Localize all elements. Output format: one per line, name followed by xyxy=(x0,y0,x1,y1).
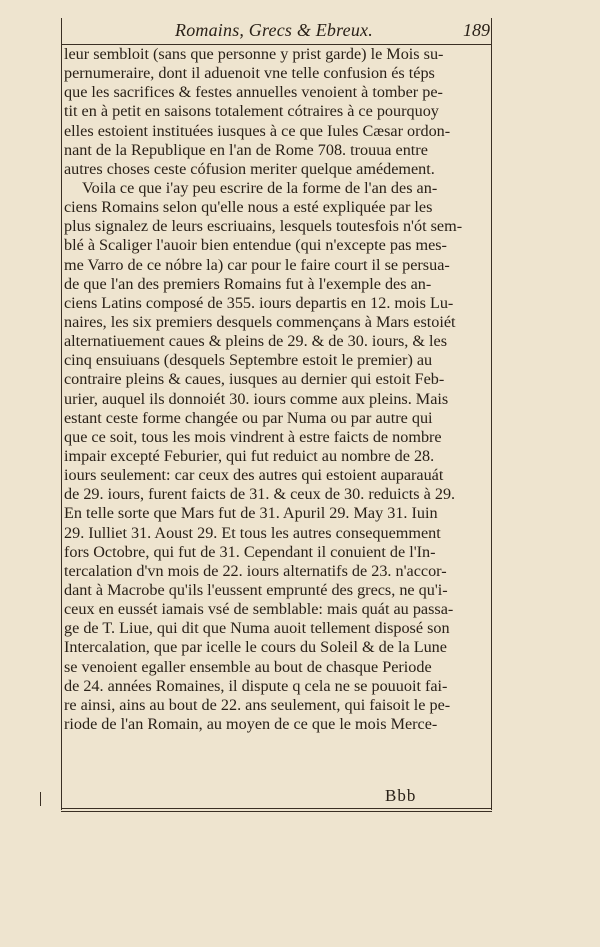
text-line: que ce soit, tous les mois vindrent à estre faicts de nombre xyxy=(64,427,442,446)
text-line: ceux en eussét iamais vsé de semblable: mais quát au passa- xyxy=(64,600,454,619)
text-line: ciens Romains selon qu'elle nous a esté expliquée par les xyxy=(64,198,433,217)
text-line: ciens Latins composé de 355. iours departis en 12. mois Lu- xyxy=(64,293,454,312)
text-line: Voila ce que i'ay peu escrire de la forme de l'an des an- xyxy=(82,178,438,197)
text-line: leur sembloit (sans que personne y prist garde) le Mois su- xyxy=(64,45,444,63)
page-number: 189 xyxy=(463,20,490,40)
signature-mark: Bbb xyxy=(385,786,417,805)
text-line: re ainsi, ains au bout de 22. ans seulement, qui faisoit le pe- xyxy=(64,695,451,714)
text-line: elles estoient instituées iusques à ce que Iules Cæsar ordon- xyxy=(64,121,451,140)
text-line: me Varro de ce nóbre la) car pour le faire court il se persua- xyxy=(64,255,450,274)
text-line: se venoient egaller ensemble au bout de chasque Periode xyxy=(64,657,432,676)
text-line: Intercalation, que par icelle le cours du Soleil & de la Lune xyxy=(64,638,447,657)
text-line: dant à Macrobe qu'ils l'eussent emprunté des grecs, ne qu'i- xyxy=(64,580,448,599)
text-line: iours seulement: car ceux des autres qui estoient auparauát xyxy=(64,466,444,485)
text-line: contraire pleins & caues, iusques au dernier qui estoit Feb- xyxy=(64,370,445,389)
text-line: de que l'an des premiers Romains fut à l'exemple des an- xyxy=(64,274,432,293)
text-line: tercalation d'vn mois de 22. iours alternatifs de 23. n'accor- xyxy=(64,561,447,580)
text-line: de 24. années Romaines, il dispute q cela ne se pouuoit fai- xyxy=(64,676,448,695)
text-line: nant de la Republique en l'an de Rome 708. trouua entre xyxy=(64,140,428,159)
text-line: riode de l'an Romain, au moyen de ce que le mois Merce- xyxy=(64,714,438,733)
text-line: En telle sorte que Mars fut de 31. Apuril 29. May 31. Iuin xyxy=(64,504,438,523)
body-text xyxy=(64,45,496,734)
text-line: naires, les six premiers desquels commençans à Mars estoiét xyxy=(64,312,456,331)
text-line: ge de T. Liue, qui dit que Numa auoit tellement disposé son xyxy=(64,619,450,638)
text-line: fors Octobre, qui fut de 31. Cependant il conuient de l'In- xyxy=(64,542,436,561)
text-line: blé à Scaliger l'auoir bien entendue (qui n'excepte pas mes- xyxy=(64,236,447,255)
text-line: de 29. iours, furent faicts de 31. & ceux de 30. reduicts à 29. xyxy=(64,485,456,504)
page-frame-bottom-rule-2 xyxy=(61,811,492,812)
text-line: que les sacrifices & festes annuelles venoient à tomber pe- xyxy=(64,83,443,102)
text-line: cinq ensuiuans (desquels Septembre estoit le premier) au xyxy=(64,351,433,370)
text-line: autres choses ceste cófusion meriter quelque amédement. xyxy=(64,159,435,178)
page-frame-bottom-rule xyxy=(61,808,492,809)
running-head: Romains, Grecs & Ebreux. xyxy=(175,20,373,40)
margin-mark xyxy=(40,792,41,806)
text-line: tit en à petit en saisons totalement cótraires à ce pourquoy xyxy=(64,102,439,121)
text-line: estant ceste forme changée ou par Numa ou par autre qui xyxy=(64,408,433,427)
text-line: pernumeraire, dont il aduenoit vne telle confusion és téps xyxy=(64,64,435,83)
text-line: alternatiuement caues & pleins de 29. & de 30. iours, & les xyxy=(64,332,448,351)
text-line: impair excepté Feburier, qui fut reduict au nombre de 28. xyxy=(64,446,435,465)
text-line: 29. Iulliet 31. Aoust 29. Et tous les autres consequemment xyxy=(64,523,441,542)
page-frame-left-rule xyxy=(61,18,62,810)
text-line: plus signalez de leurs escriuains, lesquels toutesfois n'ót sem- xyxy=(64,217,463,236)
text-line: urier, auquel ils donnoiét 30. iours comme aux pleins. Mais xyxy=(64,389,449,408)
